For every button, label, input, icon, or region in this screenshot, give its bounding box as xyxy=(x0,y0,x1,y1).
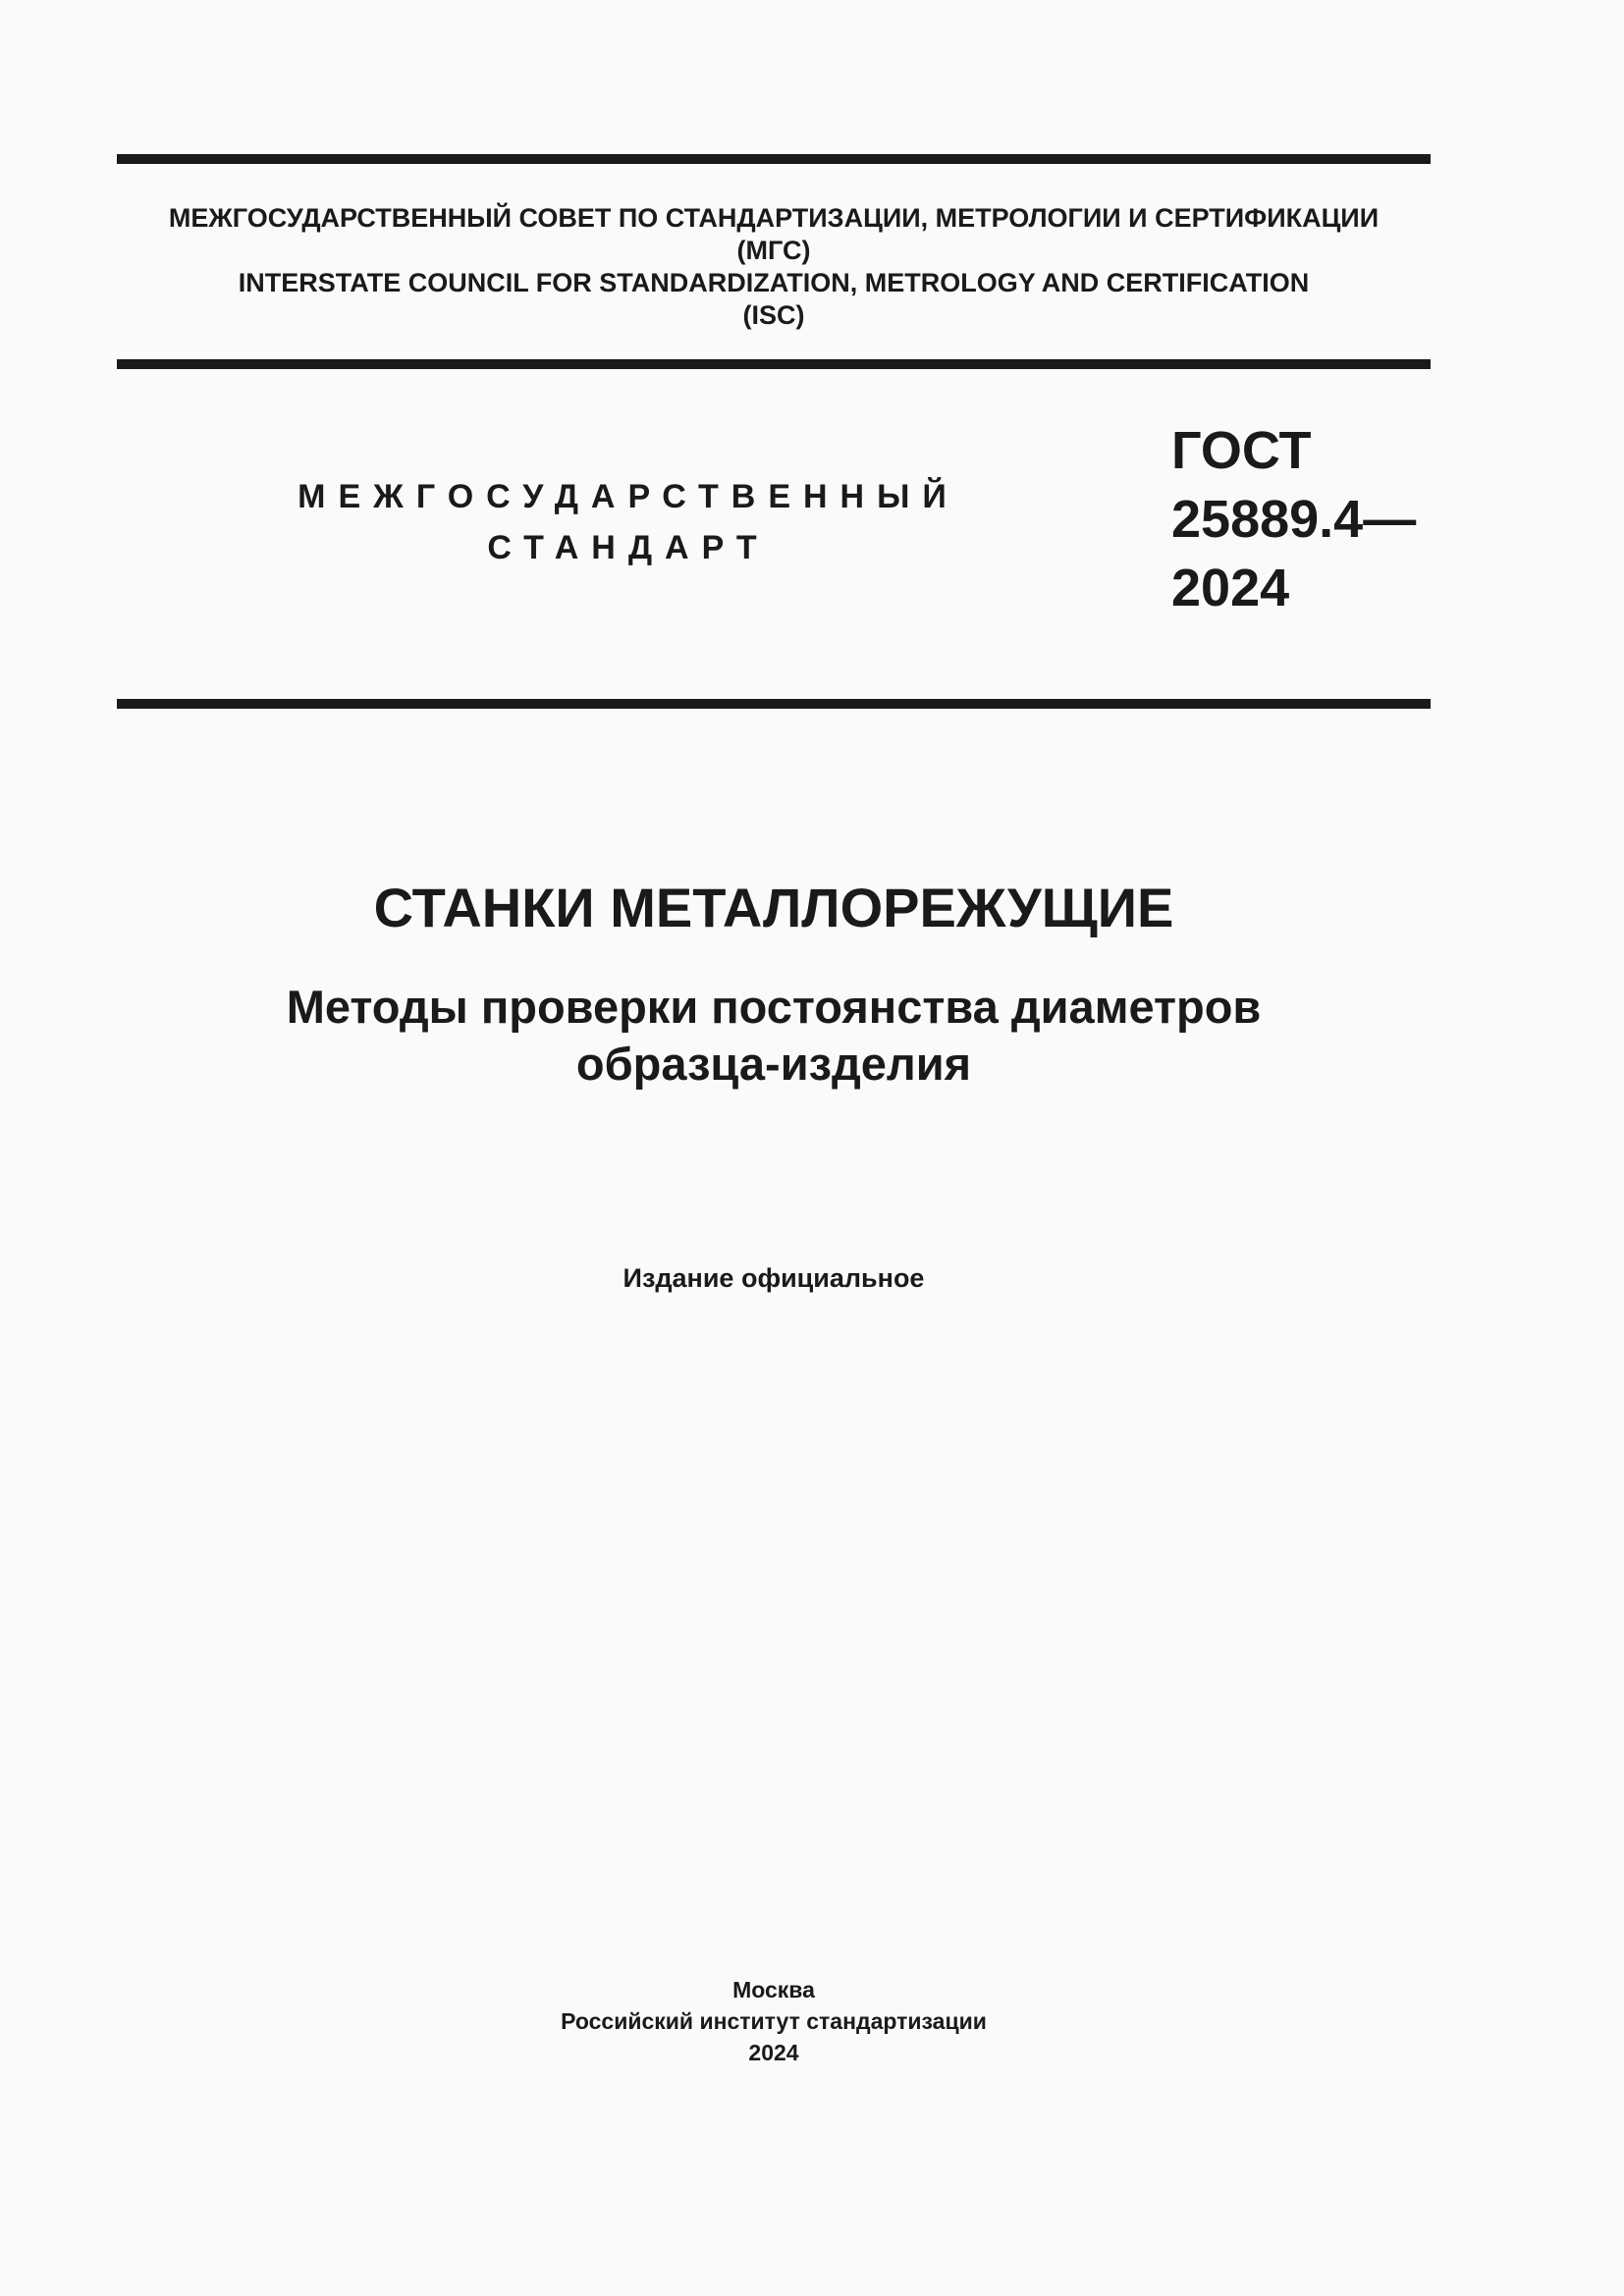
council-abbr-ru: (МГС) xyxy=(736,236,811,265)
standard-designation xyxy=(1171,416,1416,622)
standard-type-line1: МЕЖГОСУДАРСТВЕННЫЙ xyxy=(298,478,959,515)
standard-type-line2: СТАНДАРТ xyxy=(487,529,770,566)
top-rule xyxy=(117,154,1431,164)
imprint-publisher: Российский институт стандартизации xyxy=(561,2008,987,2034)
council-header xyxy=(117,202,1431,332)
document-subtitle xyxy=(117,979,1431,1093)
designation-year: 2024 xyxy=(1171,559,1290,617)
imprint xyxy=(117,1974,1431,2068)
subtitle-line2: образца-изделия xyxy=(575,1038,972,1090)
middle-rule xyxy=(117,359,1431,369)
imprint-city: Москва xyxy=(732,1977,815,2002)
council-name-en: INTERSTATE COUNCIL FOR STANDARDIZATION, METROLOGY AND CERTIFICATION xyxy=(238,268,1310,297)
standard-type xyxy=(295,471,962,573)
designation-prefix: ГОСТ xyxy=(1171,421,1312,480)
document-title: СТАНКИ МЕТАЛЛОРЕЖУЩИЕ xyxy=(373,877,1174,938)
designation-number: 25889.4— xyxy=(1171,490,1417,549)
council-name-ru: МЕЖГОСУДАРСТВЕННЫЙ СОВЕТ ПО СТАНДАРТИЗАЦИИ, МЕТРОЛОГИИ И СЕРТИФИКАЦИИ xyxy=(168,203,1380,233)
council-abbr-en: (ISC) xyxy=(742,300,805,330)
subtitle-line1: Методы проверки постоянства диаметров xyxy=(286,981,1262,1033)
bottom-rule xyxy=(117,699,1431,709)
imprint-year: 2024 xyxy=(748,2040,799,2065)
edition-note: Издание официальное xyxy=(623,1263,925,1293)
